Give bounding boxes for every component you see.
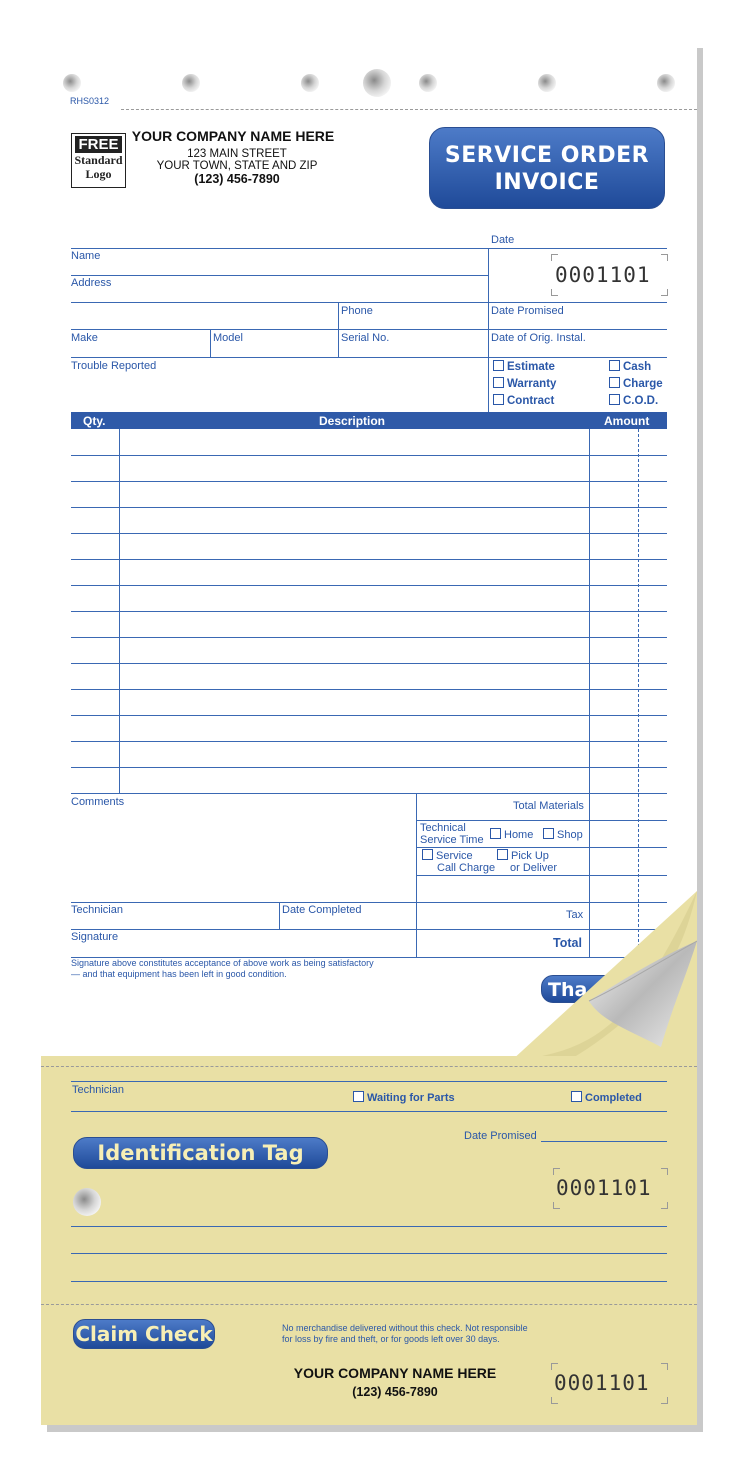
checkbox-icon [493,377,504,388]
claim-company-name: YOUR COMPANY NAME HERE [293,1365,497,1381]
claim-note [282,1323,528,1345]
option-estimate[interactable] [493,360,555,373]
table-row[interactable] [71,481,667,482]
perforation-line [41,1066,697,1067]
option-cod-label: C.O.D. [623,395,659,407]
table-row[interactable] [71,741,667,742]
option-warranty-label: Warranty [507,378,557,390]
company-name: YOUR COMPANY NAME HERE [131,128,335,144]
logo-logo-text: Logo [85,167,112,181]
rule [71,302,667,303]
checkbox-icon [609,360,620,371]
option-shop[interactable] [543,828,583,841]
name-label: Name [71,250,101,262]
number-corner [661,1168,668,1175]
rule [71,1281,667,1282]
disclaimer [71,958,374,980]
binder-hole-large [363,69,391,97]
rule [210,329,211,357]
number-corner [551,1363,558,1370]
table-row[interactable] [71,689,667,690]
checkbox-icon [493,394,504,405]
rule [71,1253,667,1254]
date-label: Date [491,234,515,246]
rule [279,902,280,930]
table-row[interactable] [71,455,667,456]
binder-hole [419,74,437,92]
disclaimer-line-2: — and that equipment has been left in good condition. [71,969,287,979]
tag-technician-label: Technician [72,1084,124,1096]
disclaimer-line-1: Signature above constitutes acceptance of above work as being satisfactory [71,958,374,968]
number-corner [661,254,668,261]
title-badge [429,127,665,209]
table-row[interactable] [71,611,667,612]
option-completed[interactable] [571,1091,642,1104]
number-corner [553,1168,560,1175]
option-estimate-label: Estimate [507,361,555,373]
tag-date-promised-label: Date Promised [464,1130,537,1142]
model-label: Model [213,332,243,344]
checkbox-icon [422,849,433,860]
claim-note-line-2: for loss by fire and theft, or for goods left over 30 days. [282,1334,500,1344]
table-row[interactable] [71,507,667,508]
rule [71,1226,667,1227]
form-code: RHS0312 [70,96,110,106]
comments-label: Comments [71,796,125,808]
completed-label: Completed [585,1092,642,1104]
tech-service-time-label [420,822,484,846]
identification-tag-badge: Identification Tag [73,1137,328,1169]
make-label: Make [71,332,98,344]
number-corner [551,1397,558,1404]
waiting-label: Waiting for Parts [367,1092,455,1104]
total-label: Total [553,936,582,950]
total-materials-label: Total Materials [513,800,584,812]
option-shop-label: Shop [557,829,583,841]
title-line-1: SERVICE ORDER [444,143,650,168]
binder-hole [301,74,319,92]
number-corner [661,1202,668,1209]
table-row[interactable] [71,533,667,534]
rule [541,1141,667,1142]
qty-header: Qty. [83,414,106,428]
title-line-2: INVOICE [494,170,600,195]
option-cod[interactable] [609,394,658,407]
logo-free-text: FREE [75,136,122,153]
company-city: YOUR TOWN, STATE AND ZIP [156,160,318,172]
date-completed-label: Date Completed [282,904,362,916]
option-service-call[interactable] [422,849,495,874]
tech-service-time-line-2: Service Time [420,834,484,846]
rule [71,1111,667,1112]
binder-hole [538,74,556,92]
number-corner [661,1363,668,1370]
number-corner [551,254,558,261]
claim-note-line-1: No merchandise delivered without this check. Not responsible [282,1323,528,1333]
option-home[interactable] [490,828,533,841]
pickup-line-1: Pick Up [511,850,549,862]
signature-label: Signature [71,931,119,943]
option-waiting-for-parts[interactable] [353,1091,455,1104]
number-corner [661,289,668,296]
option-charge-label: Charge [623,378,663,390]
rule [71,793,667,794]
date-orig-label: Date of Orig. Instal. [491,332,586,344]
table-row[interactable] [71,715,667,716]
binder-hole [657,74,675,92]
checkbox-icon [543,828,554,839]
claim-check-badge: Claim Check [73,1319,215,1349]
rule [119,429,120,793]
checkbox-icon [353,1091,364,1102]
company-block [131,128,337,186]
perforation-line [121,109,697,110]
claim-company-block [281,1365,509,1399]
rule [71,1081,667,1082]
trouble-label: Trouble Reported [71,360,157,372]
option-cash[interactable] [609,360,651,373]
thank-you-badge: Tha [541,975,651,1003]
rule [71,248,667,249]
table-row[interactable] [71,585,667,586]
table-header [71,412,667,429]
page-curl [511,861,697,1061]
service-line-1: Service [436,850,473,862]
rule [488,357,489,412]
option-home-label: Home [504,829,534,841]
checkbox-icon [571,1091,582,1102]
company-street: 123 MAIN STREET [187,148,287,160]
company-phone: (123) 456-7890 [194,172,280,186]
option-charge[interactable] [609,377,663,390]
rule [416,847,667,848]
invoice-form [41,41,697,1425]
amount-header: Amount [604,414,650,428]
tag-hole [73,1188,101,1216]
number-corner [551,289,558,296]
binder-hole [182,74,200,92]
rule [71,357,667,358]
tag-number: 0001101 [556,1176,652,1200]
checkbox-icon [490,828,501,839]
tax-label: Tax [566,909,584,921]
table-row[interactable] [71,559,667,560]
tech-service-time-line-1: Technical [420,822,466,834]
table-row[interactable] [71,663,667,664]
perforation-line [41,1304,697,1305]
option-warranty[interactable] [493,377,556,390]
checkbox-icon [497,849,508,860]
checkbox-icon [609,394,620,405]
yellow-copy [41,1056,697,1425]
number-corner [661,1397,668,1404]
rule [71,275,488,276]
address-label: Address [71,277,112,289]
phone-label: Phone [341,305,373,317]
logo-standard-text: Standard [74,153,123,167]
table-row[interactable] [71,767,667,768]
number-corner [553,1202,560,1209]
checkbox-icon [609,377,620,388]
option-cash-label: Cash [623,361,652,373]
invoice-number: 0001101 [555,263,651,287]
claim-company-phone: (123) 456-7890 [352,1385,438,1399]
binder-hole [63,74,81,92]
claim-number: 0001101 [554,1371,650,1395]
option-contract[interactable] [493,394,554,407]
rule [416,820,667,821]
table-row[interactable] [71,637,667,638]
checkbox-icon [493,360,504,371]
pickup-line-2: or Deliver [510,862,558,874]
logo [71,133,126,188]
description-header: Description [319,414,386,428]
service-line-2: Call Charge [437,862,496,874]
technician-label: Technician [71,904,123,916]
serial-label: Serial No. [341,332,390,344]
date-promised-label: Date Promised [491,305,564,317]
option-contract-label: Contract [507,395,555,407]
rule [71,329,667,330]
